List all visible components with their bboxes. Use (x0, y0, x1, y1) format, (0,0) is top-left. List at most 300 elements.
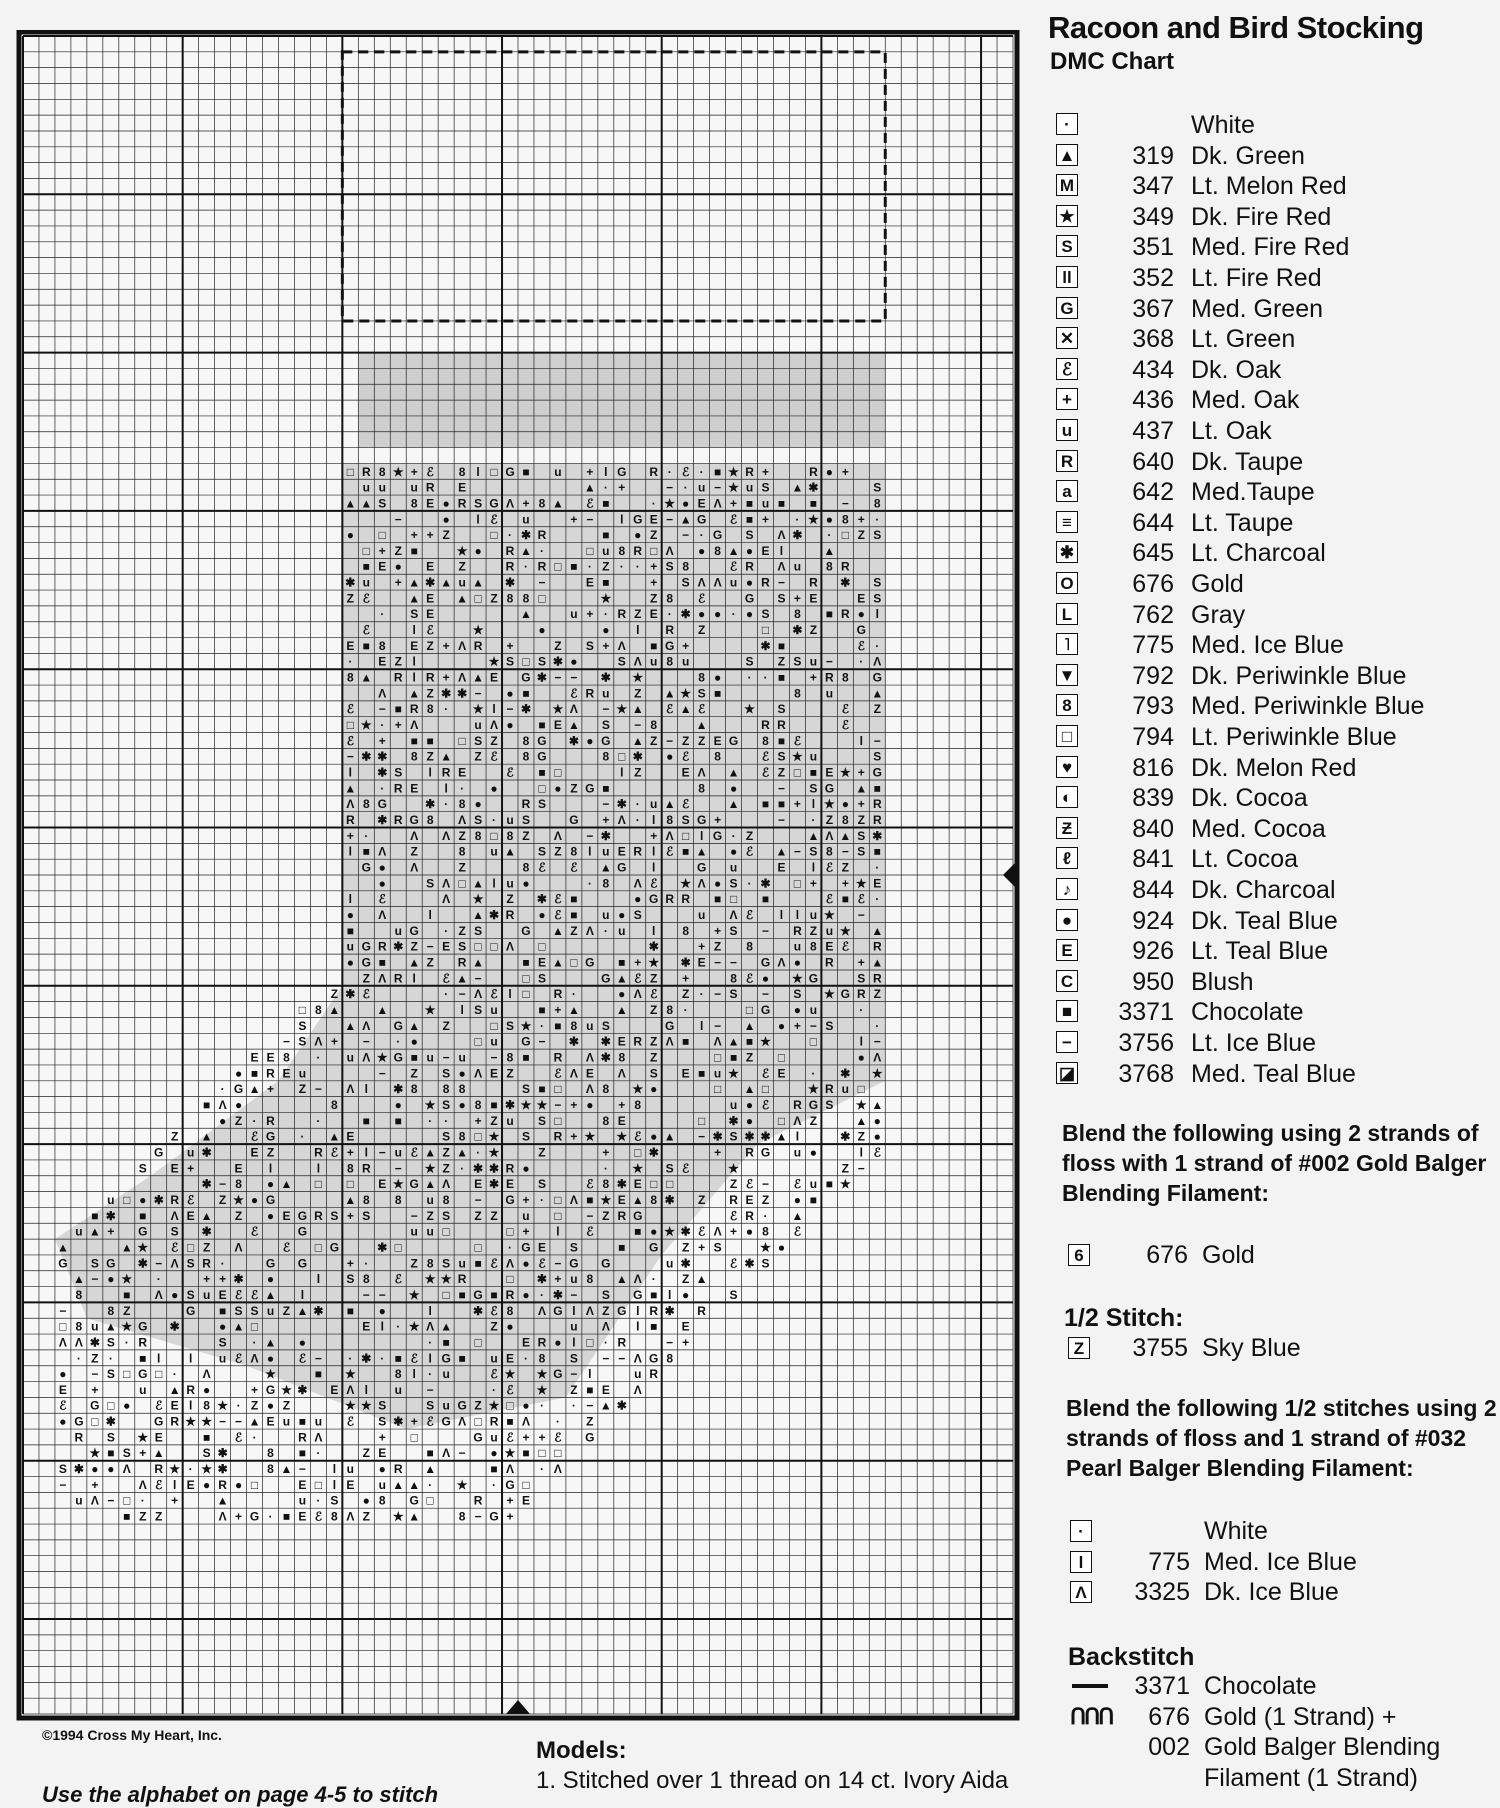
svg-text:l: l (779, 543, 784, 558)
svg-text:+: + (857, 512, 865, 527)
svg-text:S: S (521, 1082, 530, 1097)
svg-text:E: E (362, 1319, 371, 1334)
svg-text:■: ■ (346, 923, 354, 938)
svg-text:·: · (539, 1018, 544, 1033)
svg-text:−: − (410, 1208, 418, 1223)
svg-text:G: G (569, 813, 579, 828)
svg-text:−: − (714, 987, 722, 1002)
svg-text:·: · (747, 876, 752, 891)
svg-text:G: G (521, 670, 531, 685)
svg-text:●: ● (506, 1319, 514, 1334)
svg-text:8: 8 (666, 1002, 674, 1017)
svg-text:·: · (188, 1462, 193, 1477)
svg-text:R: R (457, 955, 467, 970)
svg-text:Λ: Λ (442, 1446, 451, 1461)
svg-text:+: + (698, 939, 706, 954)
svg-text:●: ● (234, 1097, 243, 1112)
svg-text:·: · (236, 1398, 241, 1413)
svg-text:E: E (697, 955, 706, 970)
floss-number: 3755 (1132, 1334, 1188, 1362)
svg-text:●: ● (650, 1082, 658, 1097)
svg-text:8: 8 (283, 1050, 290, 1065)
svg-text:ℰ: ℰ (729, 1256, 738, 1271)
svg-text:8: 8 (522, 733, 530, 748)
circle-icon: O (1056, 572, 1078, 594)
svg-text:l: l (428, 908, 432, 923)
svg-text:·: · (508, 528, 513, 543)
svg-text:l: l (428, 765, 432, 780)
svg-text:·: · (492, 1382, 497, 1397)
svg-text:□: □ (155, 1367, 163, 1382)
svg-text:l: l (412, 623, 416, 638)
svg-text:▲: ▲ (855, 781, 868, 796)
svg-text:l: l (859, 1034, 863, 1049)
svg-text:Z: Z (681, 733, 690, 748)
svg-text:■: ■ (538, 765, 546, 780)
svg-text:G: G (505, 464, 515, 479)
svg-text:S: S (825, 1018, 834, 1033)
svg-text:8: 8 (474, 1097, 482, 1112)
letter-a-icon: a (1056, 480, 1078, 502)
svg-text:G: G (457, 1398, 467, 1413)
svg-text:★: ★ (760, 1240, 771, 1255)
svg-text:□: □ (378, 528, 386, 543)
svg-text:R: R (777, 718, 786, 733)
svg-text:·: · (603, 923, 608, 938)
svg-text:u: u (394, 1382, 402, 1397)
svg-text:Λ: Λ (553, 1462, 562, 1477)
svg-text:E: E (282, 1208, 291, 1223)
svg-text:□: □ (490, 939, 498, 954)
svg-text:·: · (396, 1319, 401, 1334)
svg-text:★: ★ (424, 1161, 436, 1176)
svg-text:Z: Z (410, 1256, 418, 1271)
svg-text:□: □ (474, 1240, 482, 1255)
svg-text:·: · (140, 1493, 145, 1508)
svg-text:S: S (809, 781, 818, 796)
svg-text:R: R (170, 1192, 180, 1207)
svg-text:·: · (268, 1509, 273, 1524)
svg-text:■: ■ (346, 1303, 354, 1318)
svg-text:■: ■ (123, 1509, 131, 1524)
svg-text:★: ★ (855, 876, 867, 891)
floss-name: Chocolate (1191, 998, 1304, 1027)
svg-text:Z: Z (602, 1208, 610, 1223)
svg-text:8: 8 (538, 496, 546, 511)
svg-text:□: □ (346, 718, 354, 733)
svg-text:−: − (538, 1034, 546, 1049)
svg-text:□: □ (793, 765, 802, 780)
floss-name: Med. Ice Blue (1204, 1547, 1357, 1576)
svg-text:u: u (681, 654, 690, 669)
svg-text:□: □ (490, 464, 498, 479)
svg-text:□: □ (474, 1034, 482, 1049)
svg-text:▲: ▲ (727, 765, 740, 780)
svg-text:✱: ✱ (744, 1129, 755, 1144)
svg-text:▲: ▲ (520, 543, 532, 558)
svg-text:ℰ: ℰ (490, 1367, 498, 1382)
svg-text:ℰ: ℰ (745, 1177, 754, 1192)
svg-text:u: u (314, 1414, 323, 1429)
svg-text:8: 8 (203, 1398, 210, 1413)
svg-text:★: ★ (344, 1398, 356, 1413)
floss-number: 762 (1132, 600, 1174, 629)
svg-text:−: − (857, 908, 865, 923)
svg-text:8: 8 (506, 1050, 514, 1065)
svg-text:■: ■ (698, 1066, 706, 1081)
floss-name: Lt. Oak (1191, 417, 1272, 445)
svg-text:■: ■ (713, 686, 722, 701)
svg-text:□: □ (554, 1208, 562, 1223)
floss-number: 816 (1132, 753, 1174, 782)
svg-text:R: R (170, 1414, 180, 1429)
svg-text:G: G (74, 1414, 84, 1429)
svg-text:R: R (425, 480, 435, 495)
svg-text:✱: ✱ (393, 1082, 404, 1097)
svg-text:▲: ▲ (663, 1129, 676, 1144)
floss-name: Med. Ice Blue (1191, 631, 1344, 660)
svg-text:8: 8 (394, 1192, 402, 1207)
svg-text:l: l (779, 908, 784, 923)
svg-text:E: E (170, 1398, 179, 1413)
svg-text:ℰ: ℰ (394, 1272, 402, 1287)
svg-text:u: u (346, 939, 355, 954)
svg-text:●: ● (266, 1398, 275, 1413)
svg-text:E: E (537, 1240, 546, 1255)
svg-text:ℰ: ℰ (410, 1351, 418, 1366)
svg-text:R: R (745, 559, 754, 574)
svg-text:R: R (697, 1303, 706, 1318)
svg-text:8: 8 (794, 607, 801, 622)
svg-text:l: l (572, 1303, 576, 1318)
svg-text:S: S (474, 813, 483, 828)
svg-text:+: + (634, 955, 642, 970)
svg-text:□: □ (410, 1430, 418, 1445)
svg-text:ℰ: ℰ (857, 892, 865, 907)
svg-text:★: ★ (871, 1066, 883, 1081)
svg-text:✱: ✱ (840, 1066, 851, 1081)
svg-text:Λ: Λ (458, 813, 467, 828)
svg-text:u: u (410, 480, 418, 495)
svg-text:□: □ (793, 876, 802, 891)
svg-text:−: − (793, 844, 801, 859)
svg-text:★: ★ (472, 892, 484, 907)
svg-text:●: ● (91, 1462, 99, 1477)
svg-text:S: S (873, 480, 882, 495)
svg-text:−: − (538, 575, 546, 590)
svg-text:□: □ (490, 1018, 498, 1033)
svg-text:■: ■ (586, 1382, 594, 1397)
svg-text:■: ■ (410, 543, 418, 558)
svg-text:Z: Z (426, 749, 434, 764)
svg-text:●: ● (394, 559, 402, 574)
svg-text:■: ■ (458, 1351, 466, 1366)
svg-text:R: R (393, 813, 403, 828)
svg-text:G: G (696, 512, 707, 527)
svg-text:l: l (476, 464, 480, 479)
svg-text:u: u (634, 1367, 642, 1382)
svg-text:G: G (537, 733, 547, 748)
svg-text:S: S (521, 1129, 530, 1144)
svg-text:●: ● (234, 1477, 243, 1492)
floss-name: Dk. Ice Blue (1204, 1578, 1339, 1606)
floss-number: 950 (1132, 967, 1174, 996)
svg-text:R: R (505, 543, 515, 558)
svg-text:■: ■ (825, 607, 833, 622)
svg-text:G: G (185, 1303, 196, 1318)
svg-text:▲: ▲ (743, 1018, 756, 1033)
svg-text:+: + (698, 1240, 706, 1255)
svg-text:Λ: Λ (218, 1097, 227, 1112)
svg-text:□: □ (506, 1272, 514, 1287)
svg-text:S: S (138, 1161, 147, 1176)
svg-text:✱: ✱ (872, 828, 883, 843)
svg-text:●: ● (634, 528, 642, 543)
svg-text:+: + (506, 638, 514, 653)
svg-text:✱: ✱ (473, 1303, 484, 1318)
svg-text:Z: Z (202, 1240, 211, 1255)
svg-text:E: E (282, 1066, 291, 1081)
svg-text:S: S (106, 1335, 115, 1350)
svg-text:▲: ▲ (791, 1208, 804, 1223)
svg-text:·: · (364, 1256, 369, 1271)
svg-text:u: u (697, 908, 706, 923)
svg-text:G: G (601, 971, 611, 986)
svg-text:E: E (170, 1161, 179, 1176)
floss-number: 3325 (1134, 1578, 1190, 1606)
svg-text:u: u (522, 1208, 530, 1223)
svg-text:▲: ▲ (408, 1477, 421, 1492)
svg-text:−: − (442, 1050, 450, 1065)
svg-text:ℰ: ℰ (538, 860, 546, 875)
svg-text:□: □ (490, 528, 498, 543)
floss-number: 775 (1132, 631, 1174, 660)
svg-text:8: 8 (586, 1272, 594, 1287)
half-square-icon: ◪ (1056, 1062, 1078, 1084)
floss-number: 926 (1132, 937, 1174, 966)
svg-text:l: l (412, 670, 416, 685)
svg-text:▲: ▲ (727, 797, 740, 812)
svg-text:S: S (873, 591, 882, 606)
svg-text:■: ■ (682, 844, 690, 859)
svg-text:■: ■ (841, 892, 849, 907)
svg-text:u: u (346, 1462, 355, 1477)
svg-text:·: · (124, 1335, 129, 1350)
svg-text:✱: ✱ (153, 1192, 164, 1207)
svg-text:l: l (875, 607, 879, 622)
svg-text:G: G (58, 1256, 68, 1271)
svg-text:✱: ✱ (760, 1129, 771, 1144)
svg-text:ℰ: ℰ (346, 733, 354, 748)
svg-text:Λ: Λ (122, 1462, 131, 1477)
svg-text:✱: ✱ (600, 828, 611, 843)
svg-text:u: u (490, 1034, 498, 1049)
svg-text:−: − (298, 1462, 306, 1477)
svg-text:E: E (378, 559, 387, 574)
svg-text:S: S (58, 1462, 67, 1477)
svg-text:8: 8 (746, 939, 753, 954)
svg-text:●: ● (793, 1192, 802, 1207)
svg-text:·: · (460, 781, 465, 796)
svg-text:▲: ▲ (456, 591, 469, 606)
svg-text:□: □ (346, 464, 354, 479)
svg-text:▲: ▲ (615, 971, 628, 986)
svg-text:−: − (857, 1161, 865, 1176)
svg-text:S: S (857, 828, 866, 843)
svg-text:−: − (346, 749, 354, 764)
svg-text:E: E (378, 654, 387, 669)
svg-text:●: ● (442, 512, 450, 527)
svg-text:Λ: Λ (585, 923, 594, 938)
svg-text:R: R (505, 559, 515, 574)
svg-text:E: E (649, 512, 658, 527)
svg-text:·: · (492, 1477, 497, 1492)
svg-text:S: S (681, 813, 690, 828)
svg-text:✱: ✱ (600, 1050, 611, 1065)
svg-text:Z: Z (857, 1129, 865, 1144)
svg-text:E: E (617, 1034, 626, 1049)
svg-text:Λ: Λ (474, 1066, 483, 1081)
svg-text:8: 8 (602, 1082, 610, 1097)
svg-text:R: R (154, 1462, 164, 1477)
svg-text:▲: ▲ (695, 718, 708, 733)
floss-number: 645 (1132, 539, 1174, 568)
svg-text:E: E (553, 718, 562, 733)
svg-text:■: ■ (618, 1240, 626, 1255)
svg-text:Z: Z (522, 828, 530, 843)
svg-text:8: 8 (362, 797, 370, 812)
svg-text:+: + (522, 1192, 530, 1207)
floss-number: 3371 (1134, 1672, 1190, 1700)
svg-text:★: ★ (376, 1050, 388, 1065)
svg-text:u: u (490, 1351, 498, 1366)
svg-text:8: 8 (714, 543, 721, 558)
svg-text:·: · (875, 638, 880, 653)
svg-text:·: · (523, 559, 528, 574)
svg-text:R: R (521, 797, 531, 812)
svg-text:R: R (505, 908, 515, 923)
svg-text:✱: ✱ (105, 1208, 116, 1223)
svg-text:Λ: Λ (697, 876, 706, 891)
svg-text:Λ: Λ (58, 1335, 67, 1350)
floss-number: 367 (1132, 294, 1174, 323)
svg-text:·: · (539, 1398, 544, 1413)
svg-text:−: − (458, 987, 466, 1002)
svg-text:R: R (218, 1477, 227, 1492)
svg-text:Λ: Λ (442, 828, 451, 843)
svg-text:ℰ: ℰ (682, 464, 690, 479)
svg-text:●: ● (666, 749, 674, 764)
svg-text:■: ■ (618, 955, 626, 970)
svg-text:ℰ: ℰ (378, 892, 386, 907)
plus-icon: + (1056, 388, 1078, 410)
svg-text:▲: ▲ (663, 686, 676, 701)
svg-text:●: ● (857, 1050, 865, 1065)
svg-text:▲: ▲ (456, 1145, 469, 1160)
svg-text:R: R (553, 1050, 563, 1065)
floss-name: Lt. Charcoal (1191, 539, 1326, 568)
svg-text:·: · (156, 1272, 161, 1287)
svg-text:R: R (649, 1367, 659, 1382)
svg-text:l: l (364, 1082, 368, 1097)
svg-text:✱: ✱ (648, 1145, 659, 1160)
svg-text:Z: Z (362, 971, 370, 986)
svg-text:−: − (91, 1367, 99, 1382)
svg-text:□: □ (650, 543, 658, 558)
svg-text:·: · (763, 670, 768, 685)
svg-text:·: · (795, 512, 800, 527)
svg-text:▲: ▲ (504, 844, 516, 859)
svg-text:Λ: Λ (873, 1050, 882, 1065)
svg-text:✱: ✱ (504, 575, 516, 590)
svg-text:8: 8 (458, 797, 466, 812)
svg-text:✱: ✱ (345, 987, 356, 1002)
svg-text:Z: Z (809, 1113, 818, 1128)
svg-text:▲: ▲ (280, 1462, 293, 1477)
svg-text:✱: ✱ (632, 749, 643, 764)
svg-text:8: 8 (618, 1050, 626, 1065)
svg-text:▲: ▲ (551, 955, 564, 970)
svg-text:u: u (650, 654, 658, 669)
svg-text:Λ: Λ (633, 654, 642, 669)
svg-text:l: l (364, 1145, 368, 1160)
svg-text:8: 8 (682, 559, 690, 574)
svg-text:G: G (760, 1002, 771, 1017)
svg-text:8: 8 (362, 1192, 370, 1207)
svg-text:Z: Z (330, 987, 339, 1002)
svg-text:▲: ▲ (472, 575, 485, 590)
svg-text:Λ: Λ (553, 828, 562, 843)
svg-text:●: ● (490, 1446, 498, 1461)
svg-text:Z: Z (697, 623, 706, 638)
svg-text:G: G (633, 1287, 643, 1302)
svg-text:·: · (555, 1414, 560, 1429)
svg-text:Λ: Λ (777, 559, 786, 574)
svg-text:E: E (346, 638, 355, 653)
models-section (536, 1736, 1008, 1796)
svg-text:−: − (714, 955, 722, 970)
svg-text:■: ■ (570, 559, 578, 574)
svg-text:ℰ: ℰ (250, 1129, 259, 1144)
svg-text:■: ■ (250, 1066, 259, 1081)
svg-text:Z: Z (841, 860, 850, 875)
svg-text:·: · (428, 1477, 433, 1492)
svg-text:R: R (74, 1430, 84, 1445)
svg-text:−: − (554, 1256, 562, 1271)
svg-text:▲: ▲ (424, 1145, 437, 1160)
svg-text:G: G (808, 971, 819, 986)
svg-text:E: E (537, 955, 546, 970)
svg-text:u: u (793, 1145, 802, 1160)
svg-text:■: ■ (314, 1367, 323, 1382)
svg-text:★: ★ (472, 623, 484, 638)
svg-text:u: u (618, 923, 626, 938)
svg-text:Z: Z (362, 1509, 370, 1524)
svg-text:u: u (490, 844, 498, 859)
svg-text:●: ● (171, 1287, 179, 1302)
svg-text:·: · (444, 923, 449, 938)
floss-number: 351 (1132, 233, 1174, 262)
svg-text:■: ■ (538, 1002, 546, 1017)
svg-text:●: ● (777, 1018, 786, 1033)
svg-text:●: ● (266, 1208, 275, 1223)
svg-text:■: ■ (107, 1446, 115, 1461)
svg-text:ℰ: ℰ (697, 1224, 706, 1239)
svg-text:■: ■ (809, 496, 818, 511)
svg-text:□: □ (474, 591, 482, 606)
svg-text:▲: ▲ (152, 1446, 165, 1461)
svg-text:R: R (585, 686, 595, 701)
